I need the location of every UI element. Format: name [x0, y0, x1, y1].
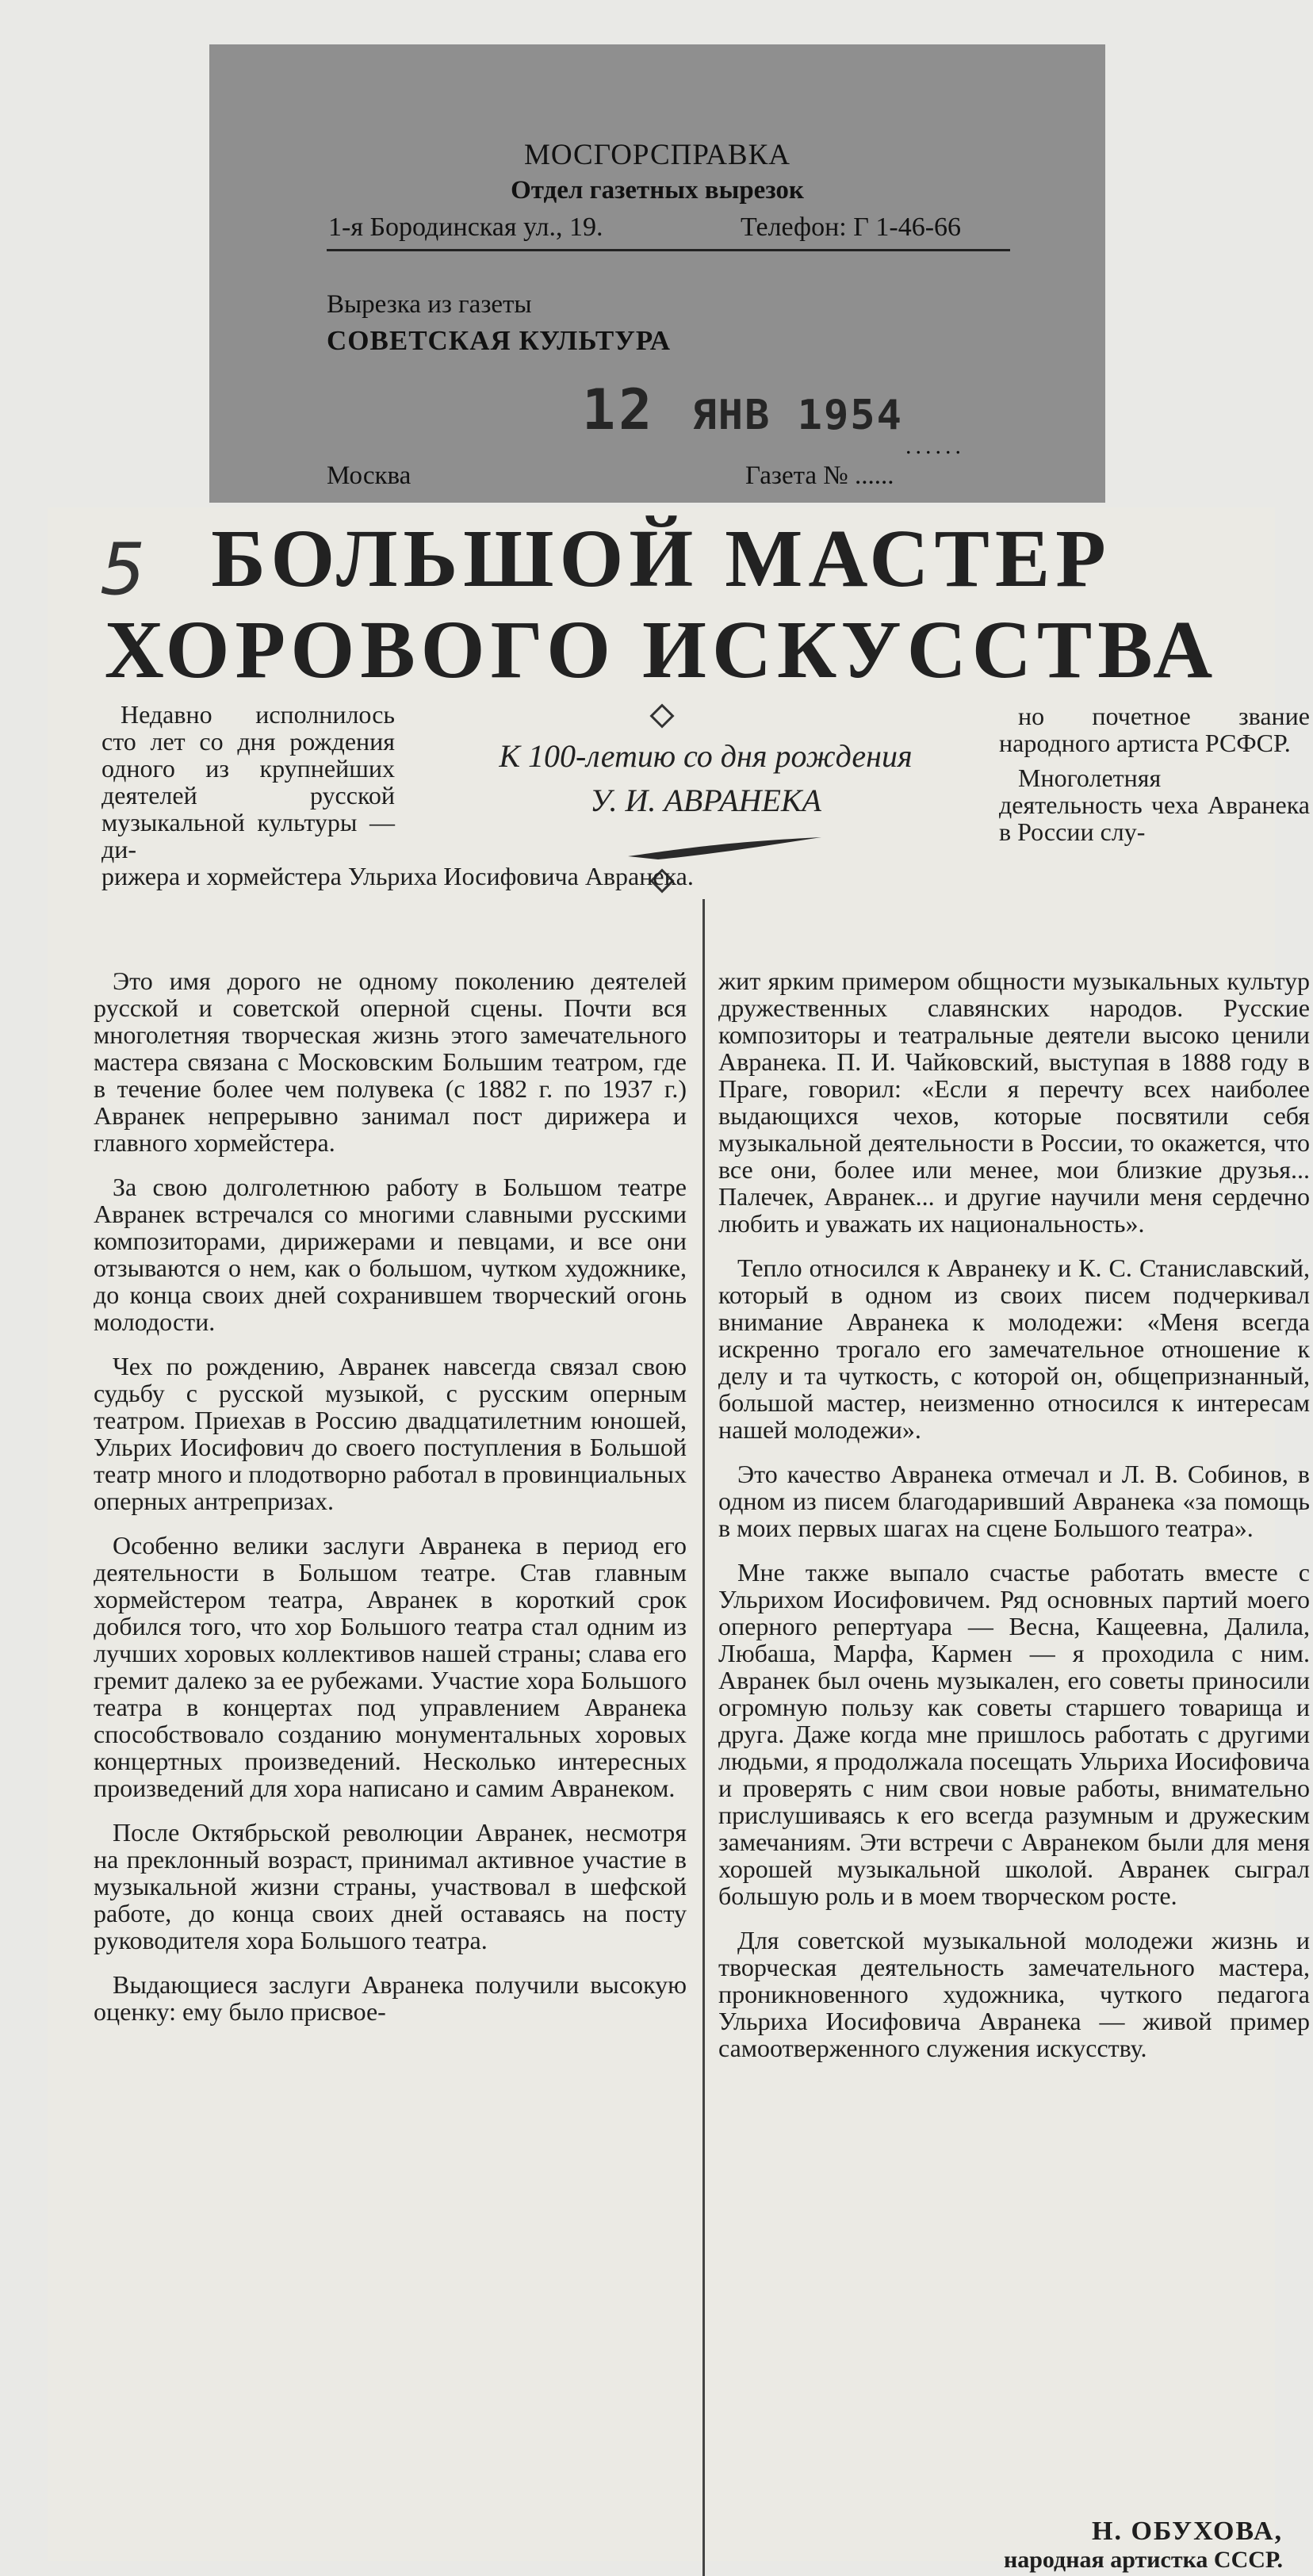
- left-paragraph: Это имя дорого не одному поколению деятелей русской и советской оперной сцены. Почти вся многолетняя творческая жизнь этого замечательного мастера связана с Московским Большим театром, где в течение более чем полувека (с 1882 г. по 1937 г.) Авранек непрерывно занимал пост дирижера и главного хормейстера.: [94, 966, 687, 1157]
- stamp-rule: [327, 249, 1010, 251]
- subheading-line-1: К 100-летию со дня рождения: [499, 738, 913, 774]
- right-paragraph: Мне также выпало счастье работать вместе с Ульрихом Иосифовичем. Ряд основных партий моего оперного репертуара — Весна, Кащеевна, Далила, Любаша, Марфа, Кармен — я проходила с ним. Авранек был очень музыкален, его советы приносили огромную пользу как советы старшего товарища и друга. Даже когда мне пришлось работать с другими людьми, я продолжала посещать Ульриха Иосифовича и проверять с ним свои новые работы, внимательно прислушиваясь к его всегда разумным и дружеским замечаниям. Эти встречи с Авранеком были для меня хорошей музыкальной школой. Авранек сыграл большую роль и в моем творческом росте.: [718, 1558, 1310, 1910]
- intro-paragraph: [101, 701, 752, 890]
- signature-role: народная артистка СССР.: [1003, 2547, 1283, 2573]
- stamp-org: МОСГОРСПРАВКА: [523, 139, 790, 171]
- right-column: [718, 967, 1310, 2079]
- headline-line-2: ХОРОВОГО ИСКУССТВА: [104, 604, 1219, 695]
- stamp-dept: Отдел газетных вырезок: [511, 176, 804, 205]
- right-paragraph: Тепло относился к Авранеку и К. С. Станиславский, который в одном из своих писем подчеркивал внимание Авранека к молодежи: «Меня всегда искренно трогало его замечательное отношение к делу и та чуткость, с которой он, общепризнанный, большой мастер, неизменно относился к интересам нашей молодежи».: [718, 1254, 1310, 1444]
- right-top-paragraph: Многолетняя деятельность чеха Авранека в России слу-: [999, 764, 1310, 846]
- right-paragraph: Для советской музыкальной молодежи жизнь и творческая деятельность замечательного мастера, проникновенного художника, чуткого педагога Ульриха Иосифовича Авранека — живой пример самоотверженного служения искусству.: [718, 1926, 1310, 2062]
- intro-narrow-text: Недавно исполнилось сто лет со дня рождения одного из крупнейших деятелей русской музыкальной культуры — ди-: [101, 700, 395, 863]
- stamp-date-rest: ЯНВ 1954: [691, 392, 903, 439]
- intro-wide-text: рижера и хормейстера Ульриха Иосифовича Авранека.: [101, 862, 694, 890]
- stamp-gazeta-no: Газета № ......: [745, 461, 894, 490]
- stamp-clip-label: Вырезка из газеты: [327, 290, 532, 319]
- left-column: [94, 967, 687, 2042]
- column-divider: [702, 899, 705, 2576]
- headline-line-1: БОЛЬШОЙ МАСТЕР: [211, 513, 1112, 604]
- stamp-newspaper: СОВЕТСКАЯ КУЛЬТУРА: [327, 325, 672, 356]
- signature: [871, 2517, 1283, 2574]
- left-paragraph: После Октябрьской революции Авранек, несмотря на преклонный возраст, принимал активное участие в музыкальной жизни страны, участвовал в шефской работе, до конца своих дней оставаясь на посту руководителя хора Большого театра.: [94, 1818, 687, 1954]
- right-top-paragraph: но почетное звание народного артиста РСФСР.: [999, 702, 1310, 757]
- left-paragraph: За свою долголетнюю работу в Большом театре Авранек встречался со многими славными русскими композиторами, дирижерами и певцами, и все они отзываются о нем, как о большом, чутком художнике, до конца своих дней сохранившем творческий огонь молодости.: [94, 1173, 687, 1336]
- right-paragraph: Это качество Авранека отмечал и Л. В. Собинов, в одном из писем благодаривший Авранека «за помощь в моих первых шагах на сцене Большого театра».: [718, 1460, 1310, 1542]
- stamp-address: 1-я Бородинская ул., 19.: [328, 212, 603, 242]
- stamp-date: [582, 377, 903, 442]
- signature-name: Н. ОБУХОВА,: [1092, 2517, 1283, 2546]
- stamp-date-day: 12: [582, 377, 656, 442]
- subheading-line-2: У. И. АВРАНЕКА: [590, 783, 821, 818]
- stamp-phone: Телефон: Г 1-46-66: [741, 212, 962, 242]
- stamp-date-dots: ......: [905, 433, 965, 459]
- archive-stamp: [209, 44, 1105, 503]
- left-paragraph: Чех по рождению, Авранек навсегда связал свою судьбу с русской музыкой, с русским оперным театром. Приехав в Россию двадцатилетним юношей, Ульрих Иосифович до своего поступления в Большой театр много и плодотворно работал в провинциальных оперных антрепризах.: [94, 1352, 687, 1515]
- newspaper-clipping: [48, 507, 1310, 2573]
- left-paragraph: Особенно велики заслуги Авранека в период его деятельности в Большом театре. Став главным хормейстером театра, Авранек в короткий срок добился того, что хор Большого театра стал одним из лучших хоровых коллективов нашей страны; слава его гремит далеко за ее рубежами. Участие хора Большого театра в концертах под управлением Авранека способствовало созданию монументальных хоровых концертных произведений. Несколько интересных произведений для хора написано и самим Авранеком.: [94, 1531, 687, 1802]
- margin-number: 5: [100, 528, 146, 611]
- stamp-city: Москва: [327, 461, 412, 490]
- right-top-column: [999, 702, 1310, 853]
- left-paragraph: Выдающиеся заслуги Авранека получили высокую оценку: ему было присвое-: [94, 1970, 687, 2026]
- right-paragraph: жит ярким примером общности музыкальных культур дружественных славянских народов. Русские композиторы и театральные деятели высоко ценили Авранека. П. И. Чайковский, выступая в 1888 году в Праге, говорил: «Если я перечту всех наиболее выдающихся чехов, которые посвятили себя музыкальной деятельности в России, то окажется, что все они, более или менее, мои близкие друзья... Палечек, Авранек... и другие научили меня сердечно любить и уважать их национальность».: [718, 966, 1310, 1238]
